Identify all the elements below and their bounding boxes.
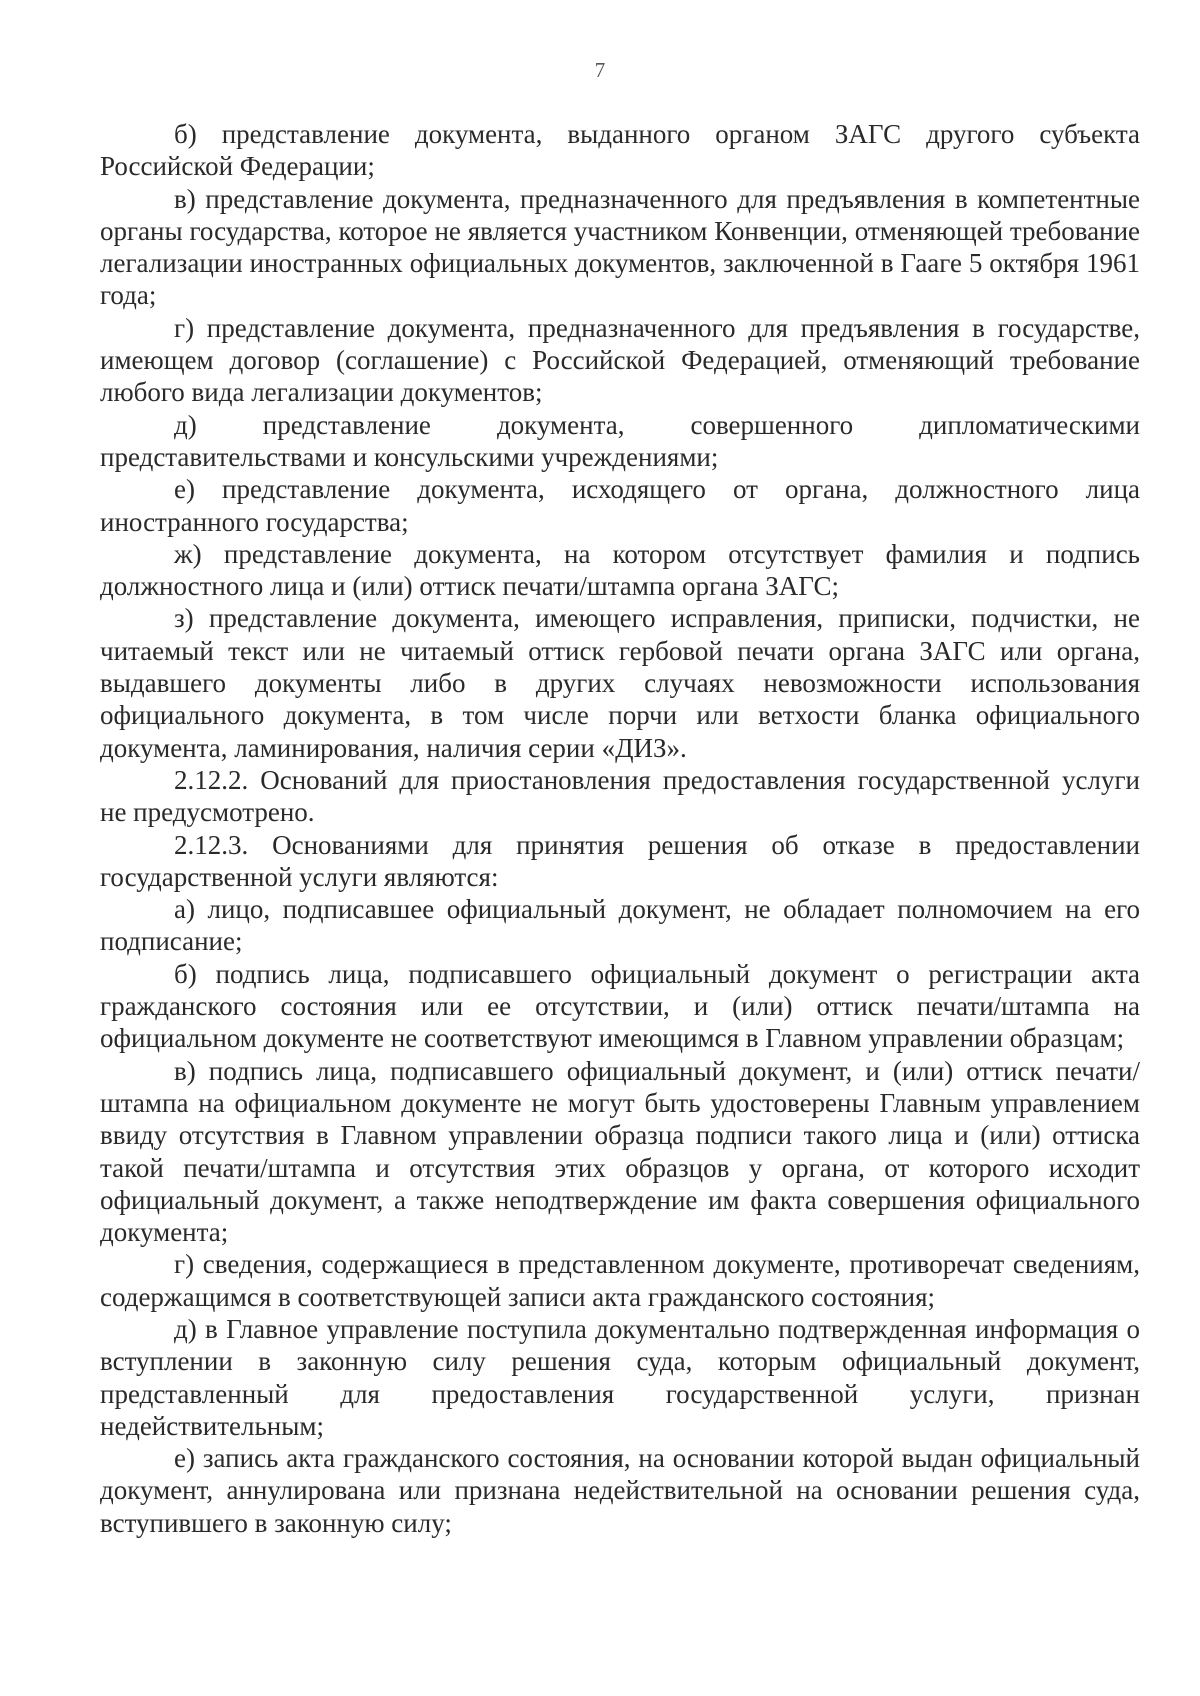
paragraph-item-v: в) представление документа, предназначенного для предъявления в компетентные органы государства, которое не является участником Конвенции, отменяющей требование легализации иностранных официальных документов, заключенной в Гааге 5 октября 1961 года;: [100, 183, 1140, 311]
paragraph-refusal-a: а) лицо, подписавшее официальный документ, не обладает полномочием на его подписание;: [100, 894, 1140, 957]
paragraph-refusal-b: б) подпись лица, подписавшего официальный документ о регистрации акта гражданского состояния или ее отсутствии, и (или) оттиск печати/штампа на официальном документе не соответствуют имеющимся в Главном управлении образцам;: [100, 958, 1140, 1054]
page-number: 7: [594, 58, 606, 82]
paragraph-2-12-3: 2.12.3. Основаниями для принятия решения об отказе в предоставлении государственной услуги являются:: [100, 829, 1140, 892]
paragraph-item-e: е) представление документа, исходящего от органа, должностного лица иностранного государства;: [100, 474, 1140, 537]
paragraph-item-d: д) представление документа, совершенного дипломатическими представительствами и консульскими учреждениями;: [100, 409, 1140, 472]
paragraph-refusal-g: г) сведения, содержащиеся в представленном документе, противоречат сведениям, содержащимся в соответствующей записи акта гражданского состояния;: [100, 1249, 1140, 1312]
document-body: [100, 118, 1140, 1539]
paragraph-refusal-v: в) подпись лица, подписавшего официальный документ, и (или) оттиск печати/штампа на официальном документе не могут быть удостоверены Главным управлением ввиду отсутствия в Главном управлении образца подписи такого лица и (или) оттиска такой печати/штампа и отсутствия этих образцов у органа, от которого исходит официальный документ, а также неподтверждение им факта совершения официального документа;: [100, 1055, 1140, 1248]
paragraph-item-b: б) представление документа, выданного органом ЗАГС другого субъекта Российской Федерации;: [100, 119, 1140, 182]
paragraph-refusal-d: д) в Главное управление поступила документально подтвержденная информация о вступлении в законную силу решения суда, которым официальный документ, представленный для предоставления государственной услуги, признан недействительным;: [100, 1313, 1140, 1441]
paragraph-item-zh: ж) представление документа, на котором отсутствует фамилия и подпись должностного лица и (или) оттиск печати/штампа органа ЗАГС;: [100, 538, 1140, 602]
paragraph-refusal-e: е) запись акта гражданского состояния, на основании которой выдан официальный документ, аннулирована или признана недействительной на основании решения суда, вступившего в законную силу;: [100, 1443, 1140, 1538]
paragraph-item-g: г) представление документа, предназначенного для предъявления в государстве, имеющем договор (соглашение) с Российской Федерацией, отменяющий требование любого вида легализации документов;: [100, 312, 1140, 408]
paragraph-item-z: з) представление документа, имеющего исправления, приписки, подчистки, не читаемый текст или не читаемый оттиск гербовой печати органа ЗАГС или органа, выдавшего документы либо в других случаях невозможности использования официального документа, в том числе порчи или ветхости бланка официального документа, ламинирования, наличия серии «ДИЗ».: [100, 603, 1140, 763]
paragraph-2-12-2: 2.12.2. Оснований для приостановления предоставления государственной услуги не предусмотрено.: [100, 764, 1140, 828]
